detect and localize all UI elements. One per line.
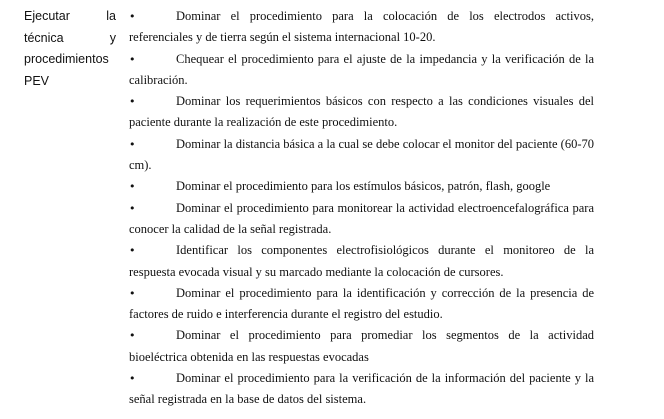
bullet-icon: • (129, 329, 136, 343)
list-item (129, 49, 594, 92)
list-item (129, 325, 594, 368)
list-item-text: Dominar la distancia básica a la cual se debe colocar el monitor del paciente (60-70 cm). (129, 136, 594, 173)
bullet-icon: • (129, 95, 136, 109)
bullet-list (129, 6, 594, 411)
left-cell-word: procedimientos (24, 52, 109, 66)
list-item-text: Dominar el procedimiento para los estímulos básicos, patrón, flash, google (176, 179, 551, 194)
list-item-text: Dominar el procedimiento para la identificación y corrección de la presencia de factores de ruido e interferencia durante el registro del estudio. (129, 285, 594, 322)
left-cell (24, 6, 116, 92)
left-cell-line (24, 28, 116, 50)
left-cell-word: la (106, 9, 116, 23)
list-item (129, 240, 594, 283)
list-item (129, 134, 594, 177)
bullet-icon: • (129, 52, 136, 66)
list-item-text: Dominar el procedimiento para la verificación de la información del paciente y la señal registrada en la base de datos del sistema. (129, 371, 594, 407)
bullet-icon: • (129, 180, 136, 194)
list-item (129, 6, 594, 49)
list-item-text: Dominar el procedimiento para monitorear la actividad electroencefalográfica para conocer la calidad de la señal registrada. (129, 200, 594, 236)
left-cell-line (24, 6, 116, 28)
bullet-icon: • (129, 244, 136, 258)
left-cell-line (24, 71, 116, 93)
list-item-text: Dominar el procedimiento para promediar los segmentos de la actividad bioeléctrica obtenida en las respuestas evocadas (129, 328, 594, 364)
bullet-icon: • (129, 137, 136, 151)
list-item (129, 176, 594, 197)
left-cell-line (24, 49, 116, 71)
list-item (129, 91, 594, 134)
list-item-text: Dominar los requerimientos básicos con respecto a las condiciones visuales del paciente durante la realización de este procedimiento. (129, 94, 594, 130)
left-cell-word: PEV (24, 73, 50, 88)
left-cell-word: Ejecutar (24, 9, 70, 23)
bullet-icon: • (129, 286, 136, 300)
bullet-icon: • (129, 372, 136, 386)
list-item (129, 283, 594, 326)
list-item (129, 368, 594, 411)
left-cell-word: y (109, 30, 116, 45)
list-item-text: Identificar los componentes electrofisiológicos durante el monitoreo de la respuesta evocada visual y su marcado mediante la colocación de cursores. (129, 243, 594, 279)
left-cell-word: técnica (24, 30, 64, 45)
list-item-text: Chequear el procedimiento para el ajuste de la impedancia y la verificación de la calibración. (129, 51, 594, 87)
list-item-text: Dominar el procedimiento para la colocación de los electrodos activos, referenciales y de tierra según el sistema internacional 10-20. (129, 9, 594, 45)
list-item (129, 198, 594, 241)
bullet-icon: • (129, 10, 136, 23)
bullet-icon: • (129, 201, 136, 215)
